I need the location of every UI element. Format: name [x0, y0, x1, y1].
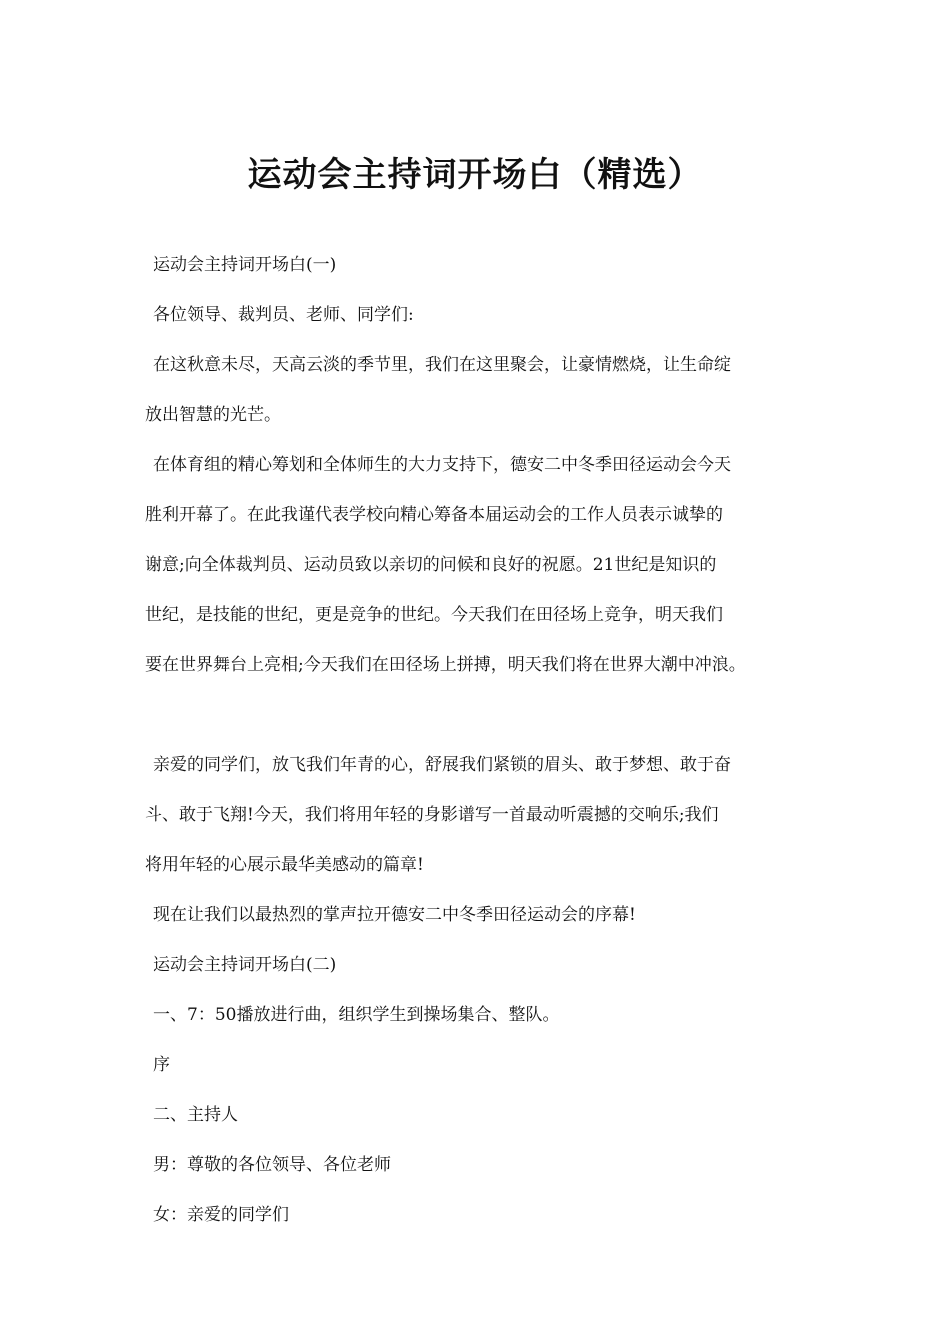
document-body	[145, 240, 817, 1240]
paragraph-line: 亲爱的同学们，放飞我们年青的心，舒展我们紧锁的眉头、敢于梦想、敢于奋	[153, 755, 731, 775]
greeting-line: 各位领导、裁判员、老师、同学们:	[153, 305, 414, 325]
paragraph-line: 在体育组的精心筹划和全体师生的大力支持下，德安二中冬季田径运动会今天	[153, 455, 731, 475]
paragraph-line: 斗、敢于飞翔!今天，我们将用年轻的身影谱写一首最动听震撼的交响乐;我们	[145, 805, 719, 825]
dialogue-line: 女：亲爱的同学们	[153, 1205, 289, 1225]
paragraph-line: 在这秋意未尽，天高云淡的季节里，我们在这里聚会，让豪情燃烧，让生命绽	[153, 355, 731, 375]
list-item: 二、主持人	[153, 1105, 238, 1125]
paragraph-spacer	[145, 690, 817, 740]
paragraph-line: 谢意;向全体裁判员、运动员致以亲切的问候和良好的祝愿。21世纪是知识的	[145, 555, 717, 575]
list-item: 一、7：50播放进行曲，组织学生到操场集合、整队。	[153, 1005, 560, 1025]
paragraph-line: 胜利开幕了。在此我谨代表学校向精心筹备本届运动会的工作人员表示诚挚的	[145, 505, 723, 525]
document-title: 运动会主持词开场白（精选）	[247, 154, 703, 195]
dialogue-line: 男：尊敬的各位领导、各位老师	[153, 1155, 391, 1175]
paragraph-line: 将用年轻的心展示最华美感动的篇章!	[145, 855, 424, 875]
paragraph-line: 要在世界舞台上亮相;今天我们在田径场上拼搏，明天我们将在世界大潮中冲浪。	[145, 655, 746, 675]
paragraph-line: 世纪，是技能的世纪，更是竞争的世纪。今天我们在田径场上竞争，明天我们	[145, 605, 723, 625]
section-heading-1: 运动会主持词开场白(一)	[153, 255, 337, 275]
paragraph-line: 现在让我们以最热烈的掌声拉开德安二中冬季田径运动会的序幕!	[153, 905, 636, 925]
paragraph-line: 放出智慧的光芒。	[145, 405, 281, 425]
list-item: 序	[153, 1055, 170, 1075]
section-heading-2: 运动会主持词开场白(二)	[153, 955, 337, 975]
